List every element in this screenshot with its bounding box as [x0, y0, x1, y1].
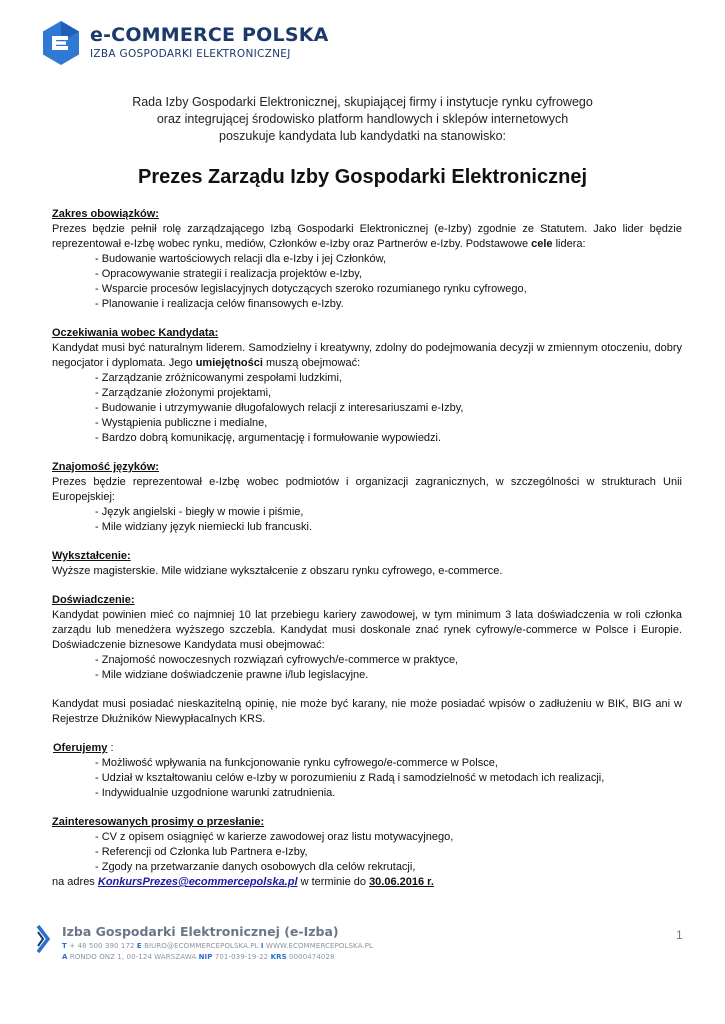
application-address: na adres KonkursPrezes@ecommercepolska.pl w terminie do 30.06.2016 r. — [52, 876, 434, 888]
section-text: Wyższe magisterskie. Mile widziane wykształcenie z obszaru rynku cyfrowego, e-commerce. — [52, 565, 503, 577]
bullet-list — [52, 371, 682, 446]
page-number: 1 — [676, 928, 683, 942]
list-item: - Referencji od Członka lub Partnera e-Izby, — [95, 846, 308, 858]
logo-subtitle: IZBA GOSPODARKI ELEKTRONICZNEJ — [90, 48, 291, 61]
list-item: - Znajomość nowoczesnych rozwiązań cyfrowych/e-commerce w praktyce, — [95, 654, 459, 666]
list-item: - Zgody na przetwarzanie danych osobowych dla celów rekrutacji, — [95, 861, 416, 873]
document-body — [52, 207, 682, 904]
section-title: Oczekiwania wobec Kandydata: — [52, 327, 219, 339]
application-email-link[interactable]: KonkursPrezes@ecommercepolska.pl — [97, 876, 298, 888]
intro-text — [60, 94, 665, 145]
bullet-list — [52, 653, 682, 683]
section-text: Kandydat musi być naturalnym liderem. Samodzielny i kreatywny, zdolny do podejmowania decyzji w zmiennym otoczeniu, dobry negocjator i dyplomata. Jego umiejętności muszą obejmować: — [52, 342, 682, 369]
section-text: Kandydat powinien mieć co najmniej 10 lat przebiegu kariery zawodowej, w tym minimum 3 lata doświadczenia w roli członka zarządu lub menedżera wyższego szczebla. Kandydat musi doskonale znać rynek cyfrowy/e-commerce w Polsce i Europie. Doświadczenie biznesowe Kandydata musi obejmować: — [52, 609, 682, 651]
section-zakres — [52, 207, 682, 312]
bullet-list — [52, 505, 682, 535]
section-wyksztalcenie — [52, 549, 682, 579]
section-title-row: Oferujemy : — [53, 742, 114, 754]
section-title: Znajomość języków: — [52, 461, 159, 473]
section-text: Kandydat musi posiadać nieskazitelną opinię, nie może być karany, nie może posiadać wpisów o zadłużeniu w BIK, BIG ani w Rejestrze Dłużników Niewypłacalnych KRS. — [52, 698, 682, 725]
deadline-date: 30.06.2016 r. — [369, 876, 434, 888]
list-item: - Wsparcie procesów legislacyjnych dotyczących szeroko rozumianego rynku cyfrowego, — [95, 283, 527, 295]
section-doswiadczenie — [52, 593, 682, 683]
list-item: - Mile widziany język niemiecki lub francuski. — [95, 521, 313, 533]
section-text: Prezes będzie pełnił rolę zarządzającego Izbą Gospodarki Elektronicznej (e-Izby) zgodnie ze Statutem. Jako lider będzie reprezentował e-Izbę wobec rynku, mediów, Członków e-Izby oraz Partnerów e-Izby. Podstawowe cele lidera: — [52, 223, 682, 250]
list-item: - CV z opisem osiągnięć w karierze zawodowej oraz listu motywacyjnego, — [95, 831, 454, 843]
intro-line: poszukuje kandydata lub kandydatki na stanowisko: — [219, 129, 506, 143]
footer-org-name: Izba Gospodarki Elektronicznej (e-Izba) — [62, 924, 339, 939]
section-text: Prezes będzie reprezentował e-Izbę wobec podmiotów i organizacji zagranicznych, w szczególności w strukturach Unii Europejskiej: — [52, 476, 682, 503]
section-oczekiwania — [52, 326, 682, 446]
section-oferujemy — [52, 741, 682, 801]
list-item: - Wystąpienia publiczne i medialne, — [95, 417, 268, 429]
list-item: - Indywidualnie uzgodnione warunki zatrudnienia. — [95, 787, 336, 799]
section-title: Oferujemy — [53, 742, 108, 754]
bullet-list — [52, 756, 682, 801]
list-item: - Zarządzanie złożonymi projektami, — [95, 387, 272, 399]
footer-logo-mark-icon — [36, 924, 50, 954]
intro-line: Rada Izby Gospodarki Elektronicznej, skupiającej firmy i instytucje rynku cyfrowego — [132, 95, 593, 109]
list-item: - Mile widziane doświadczenie prawne i/lub legislacyjne. — [95, 669, 369, 681]
list-item: - Udział w kształtowaniu celów e-Izby w porozumieniu z Radą i samodzielność w metodach ich realizacji, — [95, 772, 605, 784]
list-item: - Budowanie wartościowych relacji dla e-Izby i jej Członków, — [95, 253, 387, 265]
footer-krs: 0000474028 — [286, 953, 335, 961]
footer-contact-line: T + 48 500 390 172 E BIURO@ECOMMERCEPOLSKA.PL I WWW.ECOMMERCEPOLSKA.PL — [62, 942, 374, 950]
footer-nip: 701-039-19-22 — [212, 953, 271, 961]
list-item: - Planowanie i realizacja celów finansowych e-Izby. — [95, 298, 344, 310]
section-opinia — [52, 697, 682, 727]
bullet-list — [52, 830, 682, 875]
footer-phone: + 48 500 390 172 — [66, 942, 137, 950]
intro-line: oraz integrującej środowisko platform handlowych i sklepów internetowych — [156, 112, 569, 126]
section-title: Doświadczenie: — [52, 594, 135, 606]
list-item: - Bardzo dobrą komunikację, argumentację i formułowanie wypowiedzi. — [95, 432, 442, 444]
list-item: - Zarządzanie zróżnicowanymi zespołami ludzkimi, — [95, 372, 342, 384]
e-commerce-logo-icon — [42, 20, 80, 66]
header-logo — [42, 20, 329, 66]
list-item: - Możliwość wpływania na funkcjonowanie rynku cyfrowego/e-commerce w Polsce, — [95, 757, 498, 769]
section-przeslanie — [52, 815, 682, 890]
section-title: Zakres obowiązków: — [52, 208, 159, 220]
list-item: - Język angielski - biegły w mowie i piśmie, — [95, 506, 304, 518]
section-title: Zainteresowanych prosimy o przesłanie: — [52, 816, 265, 828]
list-item: - Budowanie i utrzymywanie długofalowych relacji z interesariuszami e-Izby, — [95, 402, 464, 414]
section-title: Wykształcenie: — [52, 550, 131, 562]
page-title: Prezes Zarządu Izby Gospodarki Elektronicznej — [137, 166, 588, 188]
footer-website[interactable]: WWW.ECOMMERCEPOLSKA.PL — [263, 942, 374, 950]
footer-address-line: A RONDO ONZ 1, 00-124 WARSZAWA NIP 701-039-19-22 KRS 0000474028 — [62, 953, 335, 961]
list-item: - Opracowywanie strategii i realizacja projektów e-Izby, — [95, 268, 362, 280]
section-jezyki — [52, 460, 682, 535]
bullet-list — [52, 252, 682, 312]
footer-email[interactable]: BIURO@ECOMMERCEPOLSKA.PL — [141, 942, 261, 950]
footer-address: RONDO ONZ 1, 00-124 WARSZAWA — [67, 953, 199, 961]
logo-brand-name: e-COMMERCE POLSKA — [90, 24, 329, 47]
